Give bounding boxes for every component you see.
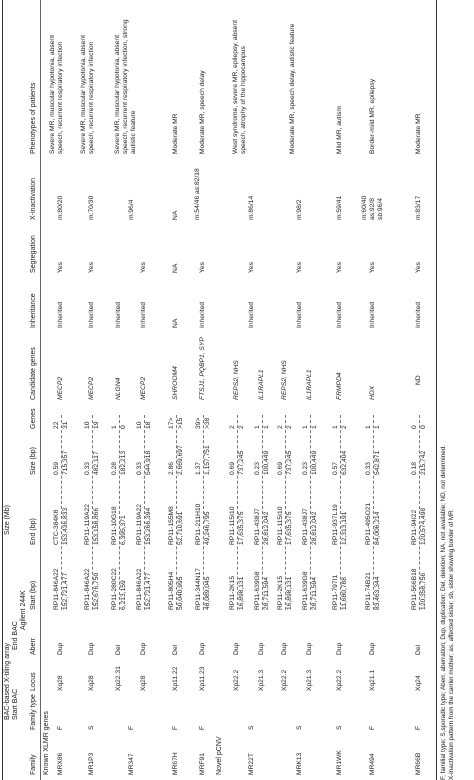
cell-segregation: Yes (199, 262, 206, 273)
cell-family: MR1P3 (88, 752, 95, 775)
cell-type: F (128, 725, 135, 730)
cell-genes-1: 1 (254, 425, 261, 429)
cell-phenotype: Severe MR, muscular hypotonia, absent speech, recurrent respiratory infection, strong autistic feature (114, 19, 137, 154)
cell-end-bp: 153,436,833 (62, 507, 69, 545)
cell-x-inactivation: m:96/4 (128, 199, 135, 220)
cell-segregation: Yes (296, 262, 303, 273)
cell-phenotype: Moderate MR (172, 113, 179, 154)
bottom-rule (436, 0, 437, 780)
cell-end-bac: RP11-438J7 (254, 508, 261, 545)
cell-start-bp: 28,711,594 (263, 577, 270, 610)
cell-locus: Xp22.31 (115, 666, 122, 691)
section-known-xlmr: Known XLMR genes (43, 711, 50, 775)
cell-genes-2: 19 (93, 421, 100, 429)
cell-genes-2: 1 (374, 425, 381, 429)
cell-segregation: Yes (336, 262, 343, 273)
cell-end-bp: 84,006,214 (374, 511, 381, 545)
cell-size-bp: 737,245 (286, 450, 293, 475)
cell-size-mb: 0.59 (53, 461, 60, 475)
cell-size-bp: 544,918 (145, 450, 152, 475)
cell-candidate: FRMPD4 (336, 372, 343, 400)
cell-start-bac: RP11-2K15 (229, 575, 236, 610)
cell-end-bp: 12,313,191 (341, 511, 348, 545)
cell-genes-1: 1 (365, 425, 372, 429)
cell-size-mb: 0.33 (365, 461, 372, 475)
cell-start-bp: 28,711,594 (311, 577, 318, 610)
cell-phenotype: Moderate MR (415, 113, 422, 154)
cell-size-mb: 1.37 (195, 461, 202, 475)
cell-inheritance: Inherited (415, 301, 422, 328)
header-size-bp: Size (bp) (30, 446, 37, 475)
cell-locus: Xp21.3 (258, 669, 265, 691)
header-genes: Genes (30, 408, 37, 429)
cell-size-mb: 0.23 (302, 461, 309, 475)
cell-inheritance: Inherited (296, 301, 303, 328)
cell-size-mb: 0.33 (136, 461, 143, 475)
cell-genes-2: 18 (145, 421, 152, 429)
header-start-bac: Start BAC (12, 688, 19, 720)
cell-segregation: Yes (248, 262, 255, 273)
cell-candidate: FTSJ1, PQBP1, SYP (199, 337, 206, 400)
cell-inheritance: Inherited (57, 301, 64, 328)
cell-phenotype: West syndrome, severe MR, epilepsy, absent speech, atrophy of the hippocampus (232, 20, 247, 154)
cell-genes-2: 2 (341, 425, 348, 429)
cell-end-bac: RP11-119A22 (136, 503, 143, 545)
cell-end-bp: 28,812,042 (311, 511, 318, 545)
cell-end-bac: RP11-438J7 (302, 508, 309, 545)
cell-x-inactivation: m:70/30 (88, 195, 95, 220)
cell-size-mb: 0.33 (84, 461, 91, 475)
cell-end-bp: 52,710,691 (177, 511, 184, 545)
cell-end-bac: RP11-10G18 (111, 506, 118, 545)
cell-aberr: Dup (57, 642, 64, 655)
cell-type: S (336, 725, 343, 730)
cell-start-bac: RP11-566B18 (411, 568, 418, 610)
cell-aberr: Dup (336, 642, 343, 655)
cell-end-bp: 17,635,375 (286, 511, 293, 545)
cell-candidate: MECP2 (88, 376, 95, 400)
cell-start-bp: 83,463,344 (374, 576, 381, 610)
cell-end-bac: RP11-211H10 (195, 503, 202, 545)
cell-x-inactivation: NA (172, 210, 179, 220)
cell-segregation: Yes (57, 262, 64, 273)
cell-start-bp: 16,898,131 (238, 576, 245, 610)
cell-phenotype: Severe MR, muscular hypotonia, absent speech, recurrent respiratory infection (49, 35, 64, 154)
cell-genes-1: 1 (302, 425, 309, 429)
cell-aberr: Del (172, 644, 179, 655)
cell-end-bac: RP11-115I10 (277, 506, 284, 545)
cell-start-bac: RP11-846A22 (53, 568, 60, 610)
cell-size-bp: 737,245 (238, 450, 245, 475)
cell-genes-1: 10 (84, 421, 91, 429)
cell-size-bp: 100,449 (311, 450, 318, 475)
cell-size-mb: 0.28 (111, 461, 118, 475)
header-rule (40, 0, 41, 780)
cell-size-mb: 0.69 (229, 461, 236, 475)
cell-aberr: Dup (258, 642, 265, 655)
cell-type: F (415, 725, 422, 730)
cell-x-inactivation: m:80/20 (57, 195, 64, 220)
cell-candidate: MECP2 (140, 376, 147, 400)
section-novel-pcnv: Novel pCNV (216, 736, 223, 775)
cell-locus: Xq28 (88, 675, 95, 691)
cell-type: S (248, 725, 255, 730)
cell-start-bp: 48,089,045 (204, 576, 211, 610)
header-agilent: Agilent 244K (20, 590, 27, 630)
cell-candidate: ND (415, 375, 422, 385)
cell-start-bp: 152,721,477 (62, 572, 69, 610)
cell-locus: Xp22.2 (281, 669, 288, 691)
cell-segregation: NA (172, 263, 179, 273)
cell-family: MRX86 (57, 752, 64, 775)
cell-locus: Xp22.2 (233, 669, 240, 691)
cell-end-bp: 17,635,375 (238, 511, 245, 545)
cell-genes-2: 0 (120, 425, 127, 429)
cell-family: MR66B (415, 752, 422, 775)
header-x-inactivation: X-inactivation (30, 177, 37, 220)
header-family: Family (30, 754, 37, 775)
cell-end-bac: RP11-155M8 (168, 506, 175, 545)
cell-inheritance: Inherited (336, 301, 343, 328)
cell-end-bp: 153,266,394 (145, 507, 152, 545)
cell-aberr: Dup (233, 642, 240, 655)
cell-aberr: Dup (306, 642, 313, 655)
cell-type: F (172, 725, 179, 730)
cell-inheritance: Inherited (88, 301, 95, 328)
cell-candidate: HDX (369, 385, 376, 400)
cell-family: MR1WK (336, 750, 343, 775)
cell-end-bp: 6,395,371 (120, 515, 127, 545)
cell-type: F (199, 725, 206, 730)
cell-genes-1: 1 (111, 425, 118, 429)
cell-start-bp: 152,676,750 (93, 572, 100, 610)
cell-start-bp: 50,040,995 (177, 576, 184, 610)
cell-phenotype: Severe MR, muscular hypotonia, absent speech, recurrent respiratory infection (80, 35, 95, 154)
cell-family: MR22T (248, 753, 255, 775)
cell-start-bp: 6,213,159 (120, 580, 127, 610)
header-array-group: BAC-based X-tiling array (4, 642, 11, 720)
cell-candidate: IL1RAPL1 (258, 369, 265, 400)
cell-locus: Xp11.23 (199, 666, 206, 691)
header-locus: Locus (30, 672, 37, 691)
cell-size-bp: 632,404 (341, 450, 348, 475)
cell-phenotype: Border-mild MR, epilepsy (369, 78, 376, 154)
cell-candidate: REPS2, NHS (233, 360, 240, 400)
cell-aberr: Dup (369, 642, 376, 655)
cell-start-bp: 120,358,756 (420, 572, 427, 610)
cell-end-bp: 28,812,042 (263, 511, 270, 545)
header-candidate-genes: Candidate genes (30, 347, 37, 400)
cell-genes-1: 2 (229, 425, 236, 429)
header-size-mb: Size (Mb) (4, 505, 11, 535)
cell-size-mb: 0.57 (332, 461, 339, 475)
cell-start-bac: RP11-805H4 (168, 571, 175, 610)
cell-family: MR67H (172, 752, 179, 775)
cell-aberr: Dup (281, 642, 288, 655)
cell-end-bac: RP11-495O21 (365, 502, 372, 545)
cell-start-bac: RP11-280C22 (111, 568, 118, 610)
footnote-line-2: X-inactivation pattern from the carrier mother; as, affected sister; sb, sister showing border of MR. (448, 508, 455, 780)
cell-start-bac: RP11-344N17 (195, 568, 202, 610)
cell-family: MR494 (369, 753, 376, 775)
cell-genes-2: 0 (420, 425, 427, 429)
cell-size-bp: 215,742 (420, 450, 427, 475)
cell-x-inactivation: m:60/40 as:92/8 sb:96/4 (361, 195, 384, 220)
cell-genes-1: 39> (195, 417, 202, 429)
header-phenotypes: Phenotypes of patients (30, 82, 37, 154)
cell-x-inactivation: m:83/17 (415, 195, 422, 220)
cell-genes-1: 22 (53, 421, 60, 429)
cell-genes-2: 31 (62, 421, 69, 429)
cell-start-bac: RP11-846A22 (84, 568, 91, 610)
cell-size-bp: 2,669,697 (177, 445, 184, 475)
cell-family: MR347 (128, 753, 135, 775)
cell-start-bp: 16,898,131 (286, 576, 293, 610)
cell-inheritance: Inherited (369, 301, 376, 328)
cell-size-bp: 182,213 (120, 450, 127, 475)
top-rule (2, 0, 3, 780)
footnote-line-1: F, familial type; S,sporadic type; Aberr, aberration; Dup, duplication; Del, deletion; NA, not available; ND, not determined. (440, 445, 447, 780)
cell-type: F (57, 725, 64, 730)
cell-locus: Xq21.1 (369, 669, 376, 691)
cell-candidate: MECP2 (57, 376, 64, 400)
cell-genes-2: 1 (311, 425, 318, 429)
cell-inheritance: Inherited (248, 301, 255, 328)
header-inheritance: Inheritance (30, 293, 37, 328)
cell-family: MRK13 (296, 752, 303, 775)
cell-size-mb: 2.86 (168, 461, 175, 475)
cell-size-bp: 1,157,751 (204, 445, 211, 475)
cell-candidate: SHROOM4 (172, 366, 179, 400)
cell-inheritance: Inherited (140, 301, 147, 328)
cell-inheritance: Inherited (115, 301, 122, 328)
cell-x-inactivation: m:59/41 (336, 195, 343, 220)
cell-segregation: Yes (369, 262, 376, 273)
cell-aberr: Dup (140, 642, 147, 655)
cell-genes-1: 0 (411, 425, 418, 429)
cell-genes-1: 17> (168, 417, 175, 429)
cell-locus: Xq28 (140, 675, 147, 691)
cell-x-inactivation: m:54/46 as:82/18 (194, 168, 201, 220)
cell-genes-1: 1 (332, 425, 339, 429)
cell-x-inactivation: m:98/2 (296, 199, 303, 220)
cell-phenotype: Mild MR, autism (336, 106, 343, 154)
cell-genes-2: >15 (177, 417, 184, 429)
cell-type: S (296, 725, 303, 730)
cell-aberr: Del (415, 644, 422, 655)
cell-aberr: Del (115, 644, 122, 655)
cell-size-bp: 542,871 (374, 450, 381, 475)
cell-end-bac: RP11-119A22 (84, 503, 91, 545)
cell-candidate: IL1RAPL1 (306, 369, 313, 400)
cell-type: S (88, 725, 95, 730)
cell-genes-2: >38 (204, 417, 211, 429)
cell-start-bac: RP11-639G8 (254, 571, 261, 610)
cell-family: MRF91 (199, 753, 206, 775)
cell-phenotype: Moderate MR, speech delay (199, 70, 206, 154)
cell-end-bp: 153,158,866 (93, 507, 100, 545)
cell-aberr: Dup (199, 642, 206, 655)
cell-start-bp: 152,721,477 (145, 572, 152, 610)
cell-start-bac: RP11-2K15 (277, 575, 284, 610)
cell-locus: Xp11.22 (172, 666, 179, 691)
header-end-bac: End BAC (12, 621, 19, 650)
cell-locus: Xp21.3 (306, 669, 313, 691)
cell-genes-2: 2 (286, 425, 293, 429)
cell-start-bp: 11,680,788 (341, 577, 348, 610)
cell-phenotype: Moderate MR, speech delay, autistic feature (289, 23, 296, 154)
cell-locus: Xq28 (57, 675, 64, 691)
cell-end-bp: 120,574,498 (420, 507, 427, 545)
cell-end-bac: CTC-384K8 (53, 509, 60, 545)
cell-size-bp: 100,449 (263, 450, 270, 475)
cell-aberr: Dup (88, 642, 95, 655)
cell-size-mb: 0.18 (411, 461, 418, 475)
cell-size-mb: 0.23 (254, 461, 261, 475)
cell-genes-2: 2 (238, 425, 245, 429)
cell-candidate: REPS2, NHS (281, 360, 288, 400)
cell-type: F (369, 725, 376, 730)
cell-start-bac: RP11-74B21 (365, 572, 372, 610)
cell-segregation: Yes (140, 262, 147, 273)
cell-start-bac: RP11-639G8 (302, 571, 309, 610)
header-family-type: Family type (30, 694, 37, 730)
cell-candidate: NLGN4 (115, 377, 122, 400)
header-end-bp: End (bp) (30, 518, 37, 545)
cell-size-bp: 715,357 (62, 450, 69, 475)
cell-locus: Xp22.2 (336, 669, 343, 691)
cell-end-bac: RP11-937L19 (332, 504, 339, 545)
cell-end-bac: RP11-94I22 (411, 509, 418, 545)
cell-size-mb: 0.69 (277, 461, 284, 475)
cell-genes-1: 2 (277, 425, 284, 429)
cell-inheritance: Inherited (199, 301, 206, 328)
cell-genes-1: 10 (136, 421, 143, 429)
cell-x-inactivation: m:86/14 (248, 195, 255, 220)
cell-start-bac: RP11-846A22 (136, 568, 143, 610)
header-start-bp: Start (bp) (30, 580, 37, 610)
cell-inheritance: NA (172, 318, 179, 328)
cell-genes-2: 1 (263, 425, 270, 429)
cell-start-bac: RP11-797I1 (332, 574, 339, 610)
cell-segregation: Yes (415, 262, 422, 273)
cell-size-bp: 482,117 (93, 451, 100, 475)
cell-end-bp: 49,246,795 (204, 511, 211, 545)
cell-locus: Xq24 (415, 675, 422, 691)
header-segregation: Segregation (30, 235, 37, 273)
cell-segregation: Yes (88, 262, 95, 273)
header-aberr: Aberr (30, 637, 37, 655)
cell-end-bac: RP11-115I10 (229, 506, 236, 545)
